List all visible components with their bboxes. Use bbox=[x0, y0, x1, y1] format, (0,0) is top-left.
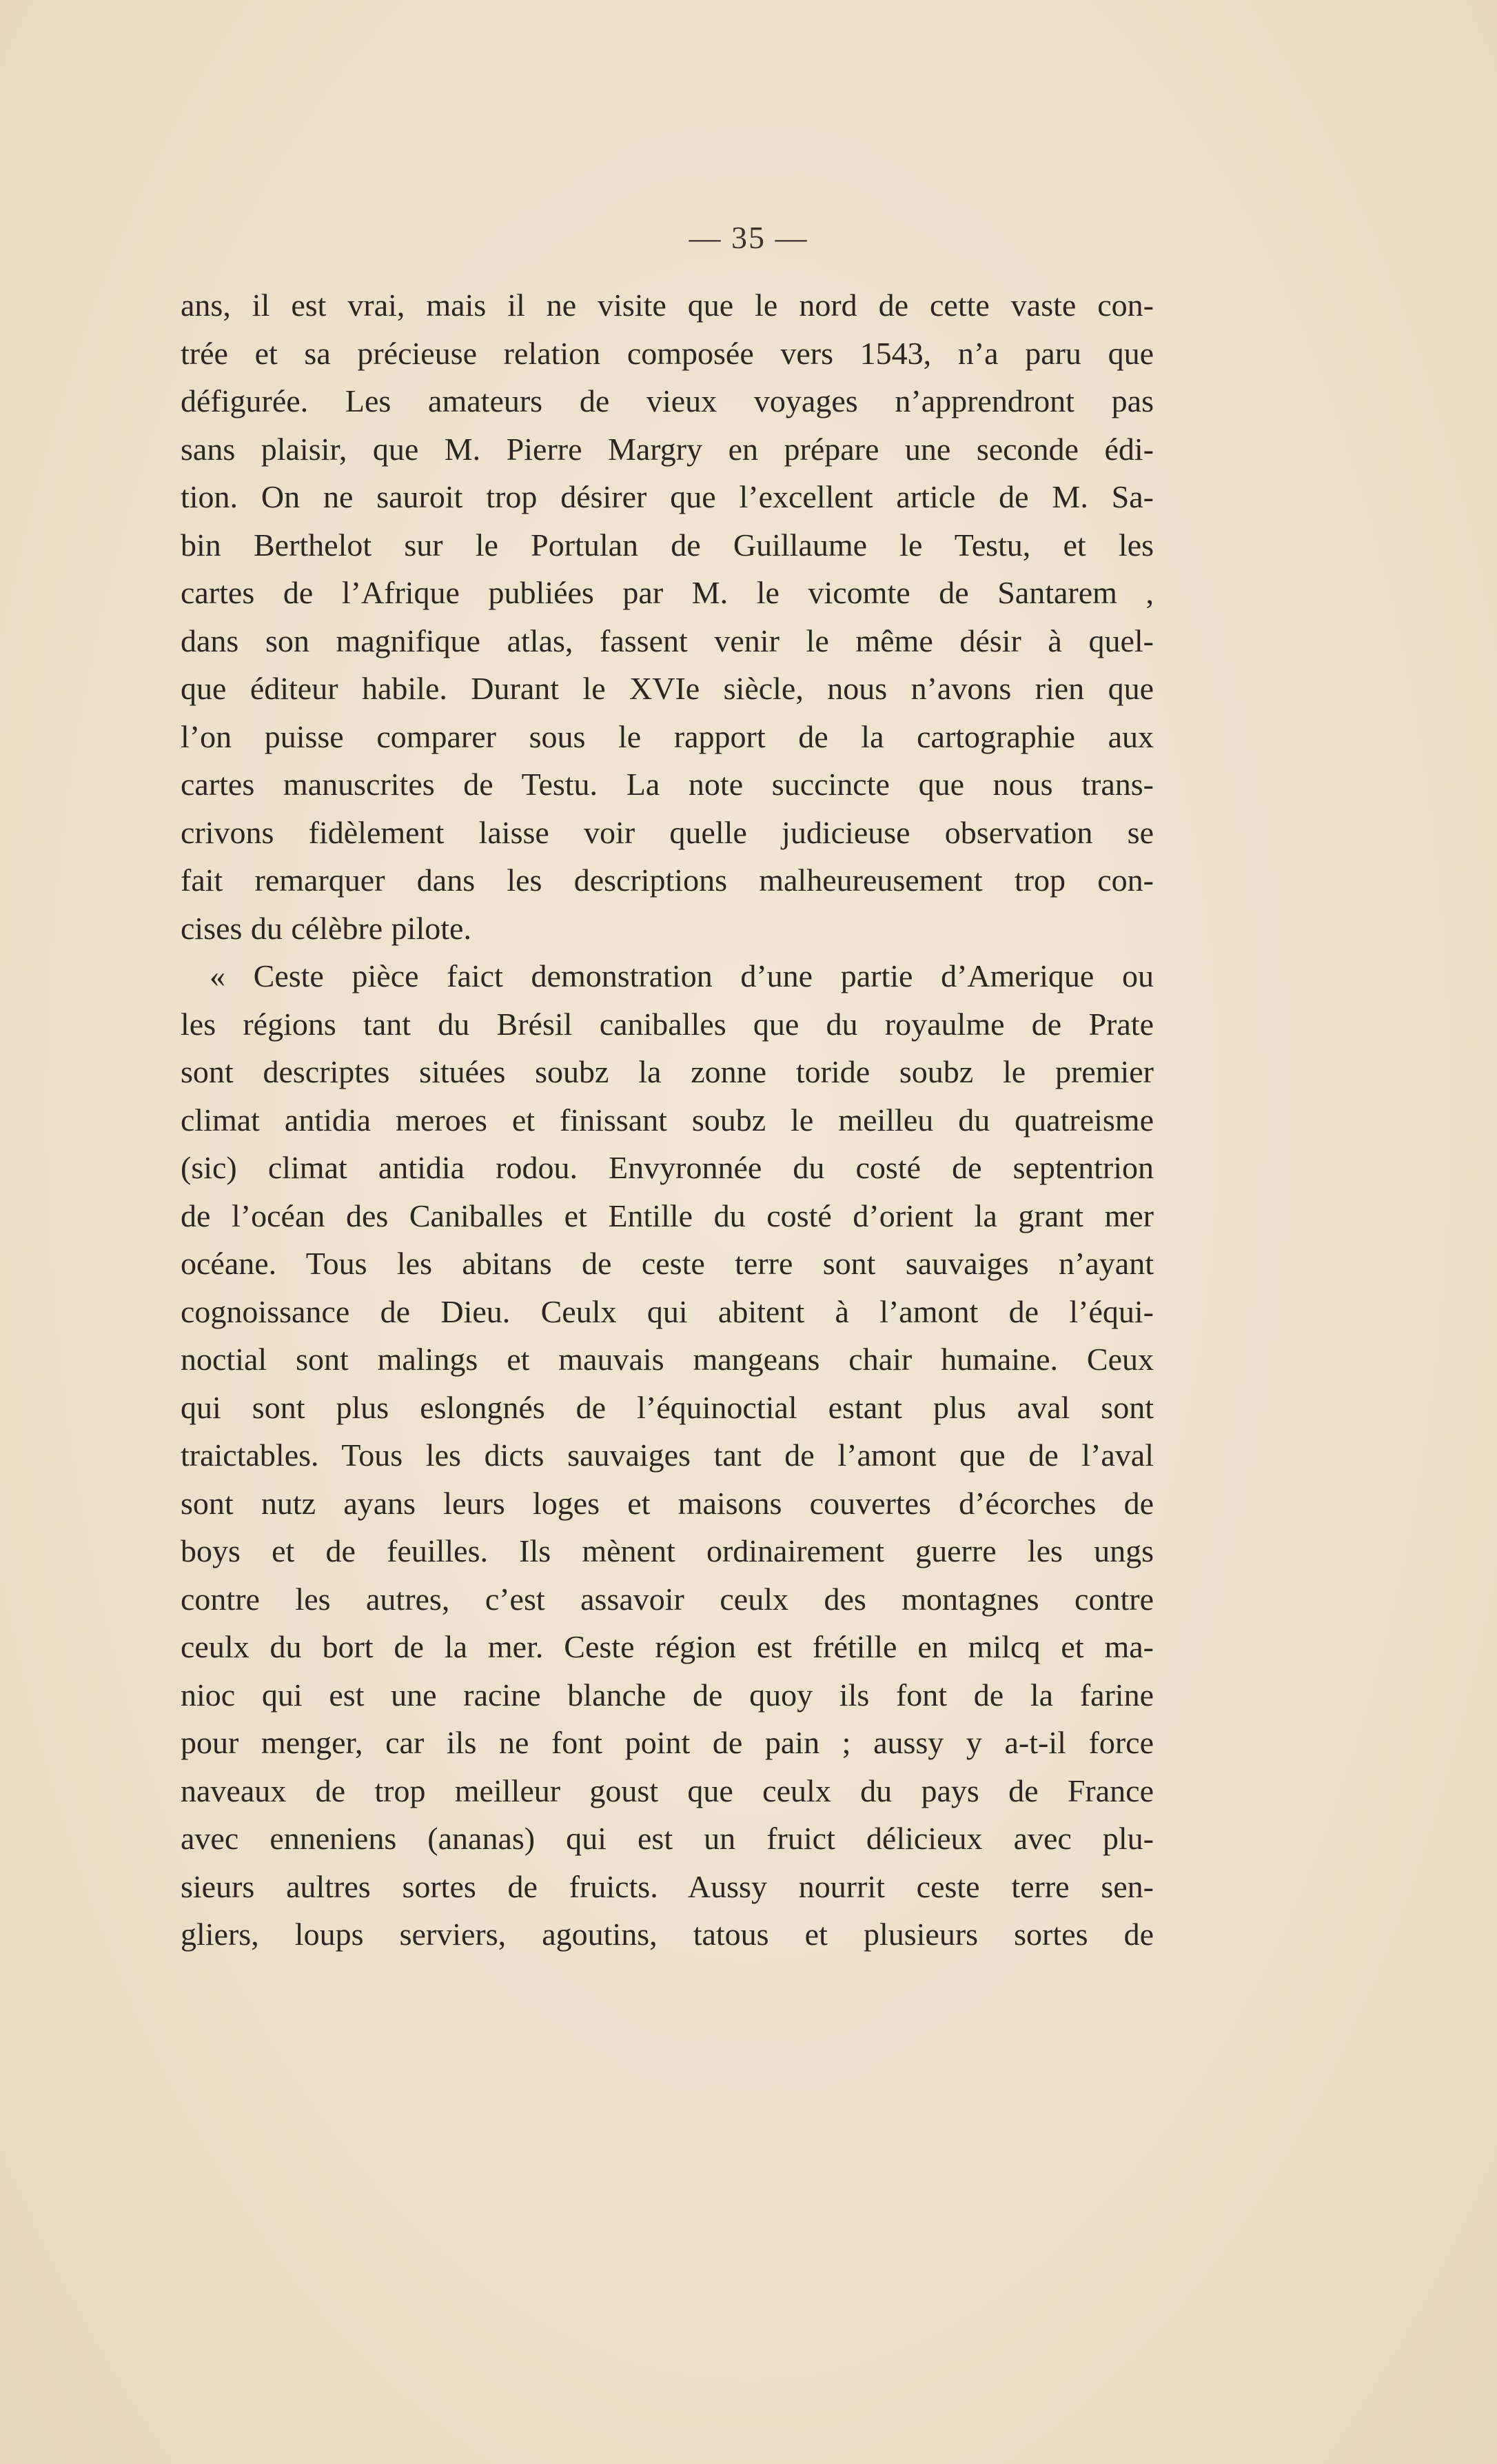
text-line: boys et de feuilles. Ils mènent ordinairement guerre les ungs bbox=[181, 1533, 1154, 1568]
text-line: cartes de l’Afrique publiées par M. le vicomte de Santarem , bbox=[181, 575, 1154, 610]
text-line: nioc qui est une racine blanche de quoy ils font de la farine bbox=[181, 1677, 1154, 1713]
text-line: ceulx du bort de la mer. Ceste région est frétille en milcq et ma- bbox=[181, 1629, 1154, 1664]
text-line: de l’océan des Caniballes et Entille du costé d’orient la grant mer bbox=[181, 1198, 1154, 1233]
text-line: naveaux de trop meilleur goust que ceulx du pays de France bbox=[181, 1773, 1154, 1808]
text-line: dans son magnifique atlas, fassent venir le même désir à quel- bbox=[181, 623, 1154, 658]
paragraph-2 bbox=[181, 952, 1154, 1959]
text-line: avec enneniens (ananas) qui est un fruict délicieux avec plu- bbox=[181, 1821, 1154, 1856]
text-line: tion. On ne sauroit trop désirer que l’excellent article de M. Sa- bbox=[181, 479, 1154, 514]
text-line: sans plaisir, que M. Pierre Margry en prépare une seconde édi- bbox=[181, 431, 1154, 467]
text-line: cognoissance de Dieu. Ceulx qui abitent à l’amont de l’équi- bbox=[181, 1293, 1154, 1329]
text-line: climat antidia meroes et finissant soubz le meilleu du quatreisme bbox=[181, 1102, 1154, 1138]
text-line: (sic) climat antidia rodou. Envyronnée du costé de septentrion bbox=[181, 1150, 1154, 1185]
text-line: l’on puisse comparer sous le rapport de la cartographie aux bbox=[181, 718, 1154, 754]
text-line: sieurs aultres sortes de fruicts. Aussy nourrit ceste terre sen- bbox=[181, 1868, 1154, 1904]
text-line: gliers, loups serviers, agoutins, tatous et plusieurs sortes de bbox=[181, 1917, 1154, 1952]
text-line: défigurée. Les amateurs de vieux voyages n’apprendront pas bbox=[181, 383, 1154, 418]
text-line: trée et sa précieuse relation composée vers 1543, n’a paru que bbox=[181, 335, 1154, 371]
text-line: « Ceste pièce faict demonstration d’une partie d’Amerique ou bbox=[210, 958, 1154, 993]
text-line: crivons fidèlement laisse voir quelle judicieuse observation se bbox=[181, 814, 1154, 850]
text-line: cartes manuscrites de Testu. La note succincte que nous trans- bbox=[181, 767, 1154, 802]
text-line: que éditeur habile. Durant le XVIe siècle, nous n’avons rien que bbox=[181, 671, 1154, 706]
text-line: les régions tant du Brésil caniballes que du royaulme de Prate bbox=[181, 1006, 1154, 1042]
text-line: bin Berthelot sur le Portulan de Guillaume le Testu, et les bbox=[181, 527, 1154, 563]
text-line: cises du célèbre pilote. bbox=[181, 910, 471, 946]
text-line: fait remarquer dans les descriptions malheureusement trop con- bbox=[181, 862, 1154, 898]
text-line: noctial sont malings et mauvais mangeans chair humaine. Ceux bbox=[181, 1342, 1154, 1377]
text-line: sont descriptes situées soubz la zonne toride soubz le premier bbox=[181, 1054, 1154, 1089]
text-line: qui sont plus eslongnés de l’équinoctial estant plus aval sont bbox=[181, 1389, 1154, 1425]
paragraph-1 bbox=[181, 281, 1154, 952]
text-line: pour menger, car ils ne font point de pain ; aussy y a-t-il force bbox=[181, 1725, 1154, 1760]
text-line: contre les autres, c’est assavoir ceulx des montagnes contre bbox=[181, 1581, 1154, 1617]
text-line: ans, il est vrai, mais il ne visite que le nord de cette vaste con- bbox=[181, 287, 1154, 323]
page-number: — 35 — bbox=[689, 220, 808, 255]
text-line: sont nutz ayans leurs loges et maisons couvertes d’écorches de bbox=[181, 1485, 1154, 1521]
text-line: traictables. Tous les dicts sauvaiges tant de l’amont que de l’aval bbox=[181, 1437, 1154, 1473]
text-body bbox=[181, 281, 1154, 1959]
text-line: océane. Tous les abitans de ceste terre sont sauvaiges n’ayant bbox=[181, 1246, 1154, 1281]
